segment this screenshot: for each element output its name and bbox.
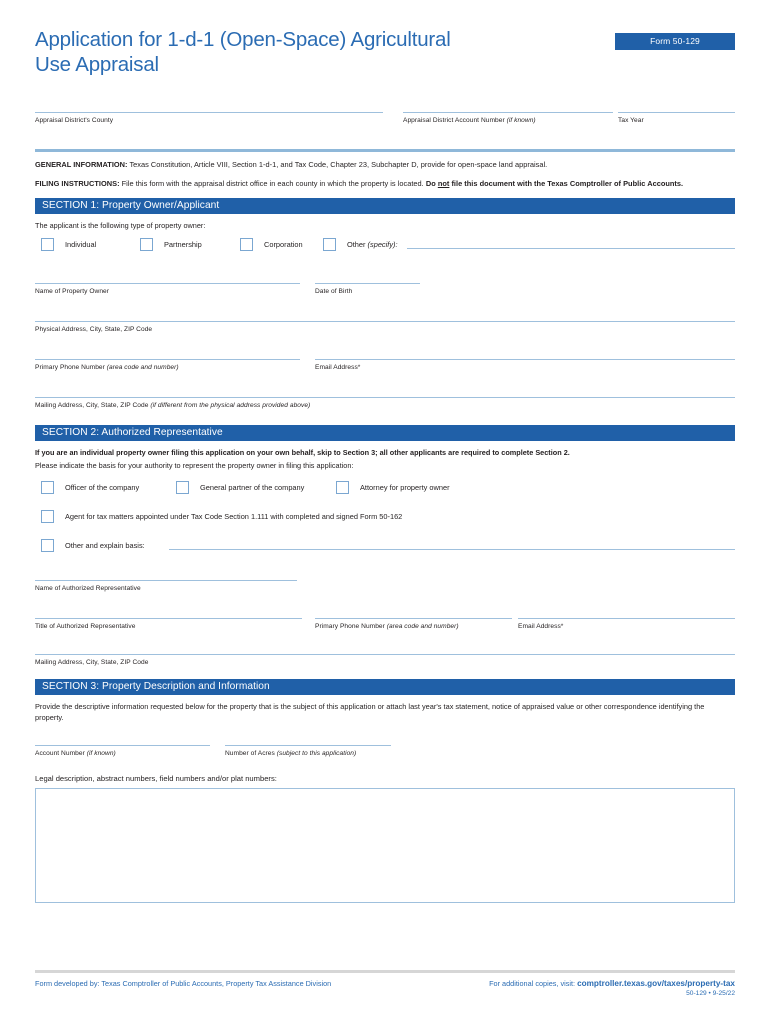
checkbox-label-individual: Individual	[65, 240, 97, 249]
field-label: Email Address*	[315, 364, 361, 371]
filing-warning-a: Do	[425, 178, 438, 188]
section-3-heading: SECTION 3: Property Description and Information	[35, 679, 735, 695]
field-title-of-authorized-representative[interactable]	[35, 618, 302, 632]
field-label: Number of Acres (subject to this application)	[225, 750, 357, 757]
field-label: Primary Phone Number (area code and number)	[35, 364, 179, 371]
footer-developed-by: Form developed by: Texas Comptroller of Public Accounts, Property Tax Assistance Division	[35, 979, 332, 988]
checkbox-corporation[interactable]	[240, 238, 253, 251]
checkbox-general-partner[interactable]	[176, 481, 189, 494]
field-representative-email[interactable]	[518, 618, 735, 632]
footer-additional-copies	[489, 978, 735, 999]
representative-name-row	[35, 580, 735, 616]
field-name-of-property-owner[interactable]	[35, 283, 300, 297]
field-label: Appraisal District's County	[35, 117, 114, 124]
field-label: Email Address*	[518, 623, 564, 630]
section-1-heading: SECTION 1: Property Owner/Applicant	[35, 198, 735, 214]
page-title-line2: Use Appraisal	[35, 53, 159, 76]
footer-row	[35, 978, 735, 1004]
mailing-address-row	[35, 397, 735, 423]
general-information-notice	[35, 160, 735, 171]
field-account-number[interactable]	[35, 745, 210, 759]
section-1-intro: The applicant is the following type of property owner:	[35, 221, 206, 230]
field-label: Name of Property Owner	[35, 288, 110, 295]
checkbox-label-corporation: Corporation	[264, 240, 303, 249]
general-information-text: Texas Constitution, Article VIII, Section 1-d-1, and Tax Code, Chapter 23, Subchapter D, provide for open-space land appraisal.	[127, 160, 548, 169]
other-basis-input[interactable]	[169, 549, 735, 550]
owner-type-checkbox-row	[35, 237, 735, 257]
filing-instructions-text: File this form with the appraisal district office in each county in which the property is located.	[119, 178, 426, 188]
checkbox-label-officer-of-company: Officer of the company	[65, 483, 140, 492]
appraisal-district-field-row	[35, 112, 735, 144]
checkbox-other[interactable]	[323, 238, 336, 251]
representative-title-phone-email-row	[35, 618, 735, 652]
field-label: Tax Year	[618, 117, 644, 124]
legal-description-label: Legal description, abstract numbers, field numbers and/or plat numbers:	[35, 774, 277, 783]
other-specify-input[interactable]	[407, 248, 735, 249]
checkbox-individual[interactable]	[41, 238, 54, 251]
checkbox-agent-for-tax-matters[interactable]	[41, 510, 54, 523]
form-footer	[35, 970, 735, 1004]
field-label: Date of Birth	[315, 288, 353, 295]
general-information-label: GENERAL INFORMATION:	[35, 160, 128, 169]
field-physical-address[interactable]	[35, 321, 735, 335]
checkbox-label-agent-for-tax-matters: Agent for tax matters appointed under Tax Code Section 1.111 with completed and signed Form 50-162	[65, 512, 403, 521]
header-divider-bar	[35, 149, 735, 152]
field-representative-mailing-address[interactable]	[35, 654, 735, 668]
section-2-intro-plain: Please indicate the basis for your authority to represent the property owner in filing this application:	[35, 461, 354, 470]
footer-divider	[35, 970, 735, 973]
phone-email-row	[35, 359, 735, 395]
checkbox-partnership[interactable]	[140, 238, 153, 251]
field-date-of-birth[interactable]	[315, 283, 420, 297]
representative-basis-row-2	[35, 509, 735, 529]
physical-address-row	[35, 321, 735, 357]
checkbox-label-other: Other (specify):	[347, 240, 398, 249]
checkbox-other-basis[interactable]	[41, 539, 54, 552]
checkbox-label-attorney-for-owner: Attorney for property owner	[360, 483, 450, 492]
form-header	[35, 0, 735, 103]
section-3-intro: Provide the descriptive information requested below for the property that is the subject of this application or attach last year's tax statement, notice of appraised value or other correspondence identifying the property.	[35, 702, 705, 722]
representative-basis-row-3	[35, 538, 735, 558]
form-content	[35, 0, 735, 903]
filing-warning-b: file this document with the Texas Comptroller of Public Accounts.	[449, 178, 684, 188]
field-name-of-authorized-representative[interactable]	[35, 580, 297, 594]
page-title	[35, 27, 555, 77]
footer-revision: 50-129 • 9-25/22	[686, 990, 735, 997]
field-label: Primary Phone Number (area code and number)	[315, 623, 459, 630]
field-label: Title of Authorized Representative	[35, 623, 136, 630]
checkbox-label-other-basis: Other and explain basis:	[65, 541, 145, 550]
field-tax-year[interactable]	[618, 112, 735, 126]
checkbox-officer-of-company[interactable]	[41, 481, 54, 494]
form-number-badge: Form 50-129	[615, 33, 735, 50]
owner-name-dob-row	[35, 283, 735, 319]
filing-instructions-label: FILING INSTRUCTIONS:	[35, 178, 120, 188]
footer-copies-prefix: For additional copies, visit:	[489, 979, 578, 988]
field-label: Physical Address, City, State, ZIP Code	[35, 326, 153, 333]
legal-description-textarea[interactable]	[35, 788, 735, 903]
field-number-of-acres[interactable]	[225, 745, 391, 759]
field-label: Account Number (if known)	[35, 750, 116, 757]
account-acres-row	[35, 745, 735, 771]
field-primary-phone-number[interactable]	[35, 359, 300, 373]
field-label: Mailing Address, City, State, ZIP Code	[35, 659, 149, 666]
field-email-address[interactable]	[315, 359, 735, 373]
checkbox-attorney-for-owner[interactable]	[336, 481, 349, 494]
filing-warning-not: not	[437, 178, 450, 188]
field-appraisal-district-county[interactable]	[35, 112, 383, 126]
page-title-line1: Application for 1-d-1 (Open-Space) Agricultural	[35, 28, 451, 51]
field-label: Mailing Address, City, State, ZIP Code (if different from the physical address provided above)	[35, 402, 311, 409]
representative-basis-row-1	[35, 480, 735, 500]
section-2-intro-bold: If you are an individual property owner filing this application on your own behalf, skip to Section 3; all other applicants are required to complete Section 2.	[35, 448, 570, 457]
filing-instructions-notice	[35, 179, 735, 190]
field-appraisal-district-account-number[interactable]	[403, 112, 613, 126]
field-label: Appraisal District Account Number (if known)	[403, 117, 536, 124]
footer-copies-url[interactable]: comptroller.texas.gov/taxes/property-tax	[577, 979, 735, 988]
field-label: Name of Authorized Representative	[35, 585, 141, 592]
checkbox-label-partnership: Partnership	[164, 240, 202, 249]
representative-mailing-address-row	[35, 654, 735, 677]
section-2-heading: SECTION 2: Authorized Representative	[35, 425, 735, 441]
field-representative-primary-phone[interactable]	[315, 618, 512, 632]
checkbox-label-general-partner: General partner of the company	[200, 483, 305, 492]
field-mailing-address[interactable]	[35, 397, 735, 411]
